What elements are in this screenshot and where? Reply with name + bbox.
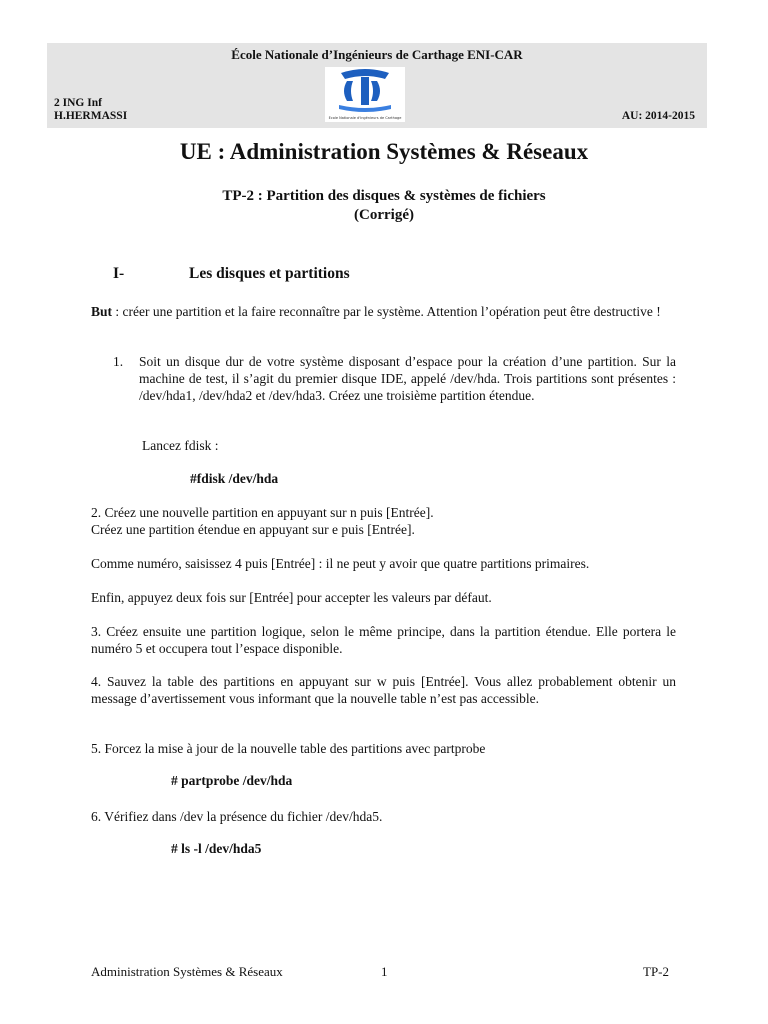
logo-icon <box>325 67 405 122</box>
page-subtitle <box>0 187 768 225</box>
command-partprobe: # partprobe /dev/hda <box>171 773 293 788</box>
item-1-number: 1. <box>113 354 124 369</box>
enfin-paragraph: Enfin, appuyez deux fois sur [Entrée] pour accepter les valeurs par défaut. <box>91 590 492 605</box>
school-logo <box>325 67 405 122</box>
footer-page-number: 1 <box>381 964 388 979</box>
goal-text: : créer une partition et la faire reconnaître par le système. Attention l’opération peut être destructive ! <box>112 304 661 319</box>
page-title: UE : Administration Systèmes & Réseaux <box>179 139 589 164</box>
academic-year: AU: 2014-2015 <box>621 110 695 122</box>
step-4-paragraph: 4. Sauvez la table des partitions en appuyant sur w puis [Entrée]. Vous allez probablement obtenir un message d’avertissement vous informant que la nouvelle table n’est pas accessible. <box>91 674 676 706</box>
class-info <box>54 97 127 123</box>
lancez-text: Lancez fdisk : <box>142 438 219 453</box>
goal-label: But <box>91 304 113 319</box>
section-title: Les disques et partitions <box>189 265 350 282</box>
school-name: École Nationale d’Ingénieurs de Carthage ENI-CAR <box>231 47 523 62</box>
item-1-text: Soit un disque dur de votre système disposant d’espace pour la création d’une partition. Sur la machine de test, il s’agit du premier disque IDE, appelé /dev/hda. Trois partitions sont présentes : /dev/hda1, /dev/hda2 et /dev/hda3. Créez une troisième partition étendue. <box>139 354 676 403</box>
section-number: I- <box>113 265 125 282</box>
teacher-name: H.HERMASSI <box>54 110 128 122</box>
section-heading <box>113 265 350 283</box>
command-fdisk: #fdisk /dev/hda <box>190 471 279 486</box>
subtitle-line-1: TP-2 : Partition des disques & systèmes de fichiers <box>222 188 546 204</box>
goal-paragraph <box>91 303 676 320</box>
subtitle-line-2: (Corrigé) <box>354 207 414 223</box>
step-6-paragraph: 6. Vérifiez dans /dev la présence du fichier /dev/hda5. <box>91 809 383 824</box>
footer-tp: TP-2 <box>643 964 669 979</box>
logo-caption: Ecole Nationale d'Ingénieurs de Carthage <box>328 116 402 120</box>
step-3-paragraph: 3. Créez ensuite une partition logique, selon le même principe, dans la partition étendue. Elle portera le numéro 5 et occupera tout l’espace disponible. <box>91 624 676 656</box>
class-label: 2 ING Inf <box>54 97 102 109</box>
step-5-paragraph: 5. Forcez la mise à jour de la nouvelle table des partitions avec partprobe <box>91 741 486 756</box>
numero-paragraph: Comme numéro, saisissez 4 puis [Entrée] : il ne peut y avoir que quatre partitions primaires. <box>91 556 590 571</box>
command-ls: # ls -l /dev/hda5 <box>171 841 262 856</box>
footer-course: Administration Systèmes & Réseaux <box>91 964 283 979</box>
step-2-line-1: 2. Créez une nouvelle partition en appuyant sur n puis [Entrée]. <box>91 505 434 520</box>
step-2-line-2: Créez une partition étendue en appuyant sur e puis [Entrée]. <box>91 522 415 537</box>
